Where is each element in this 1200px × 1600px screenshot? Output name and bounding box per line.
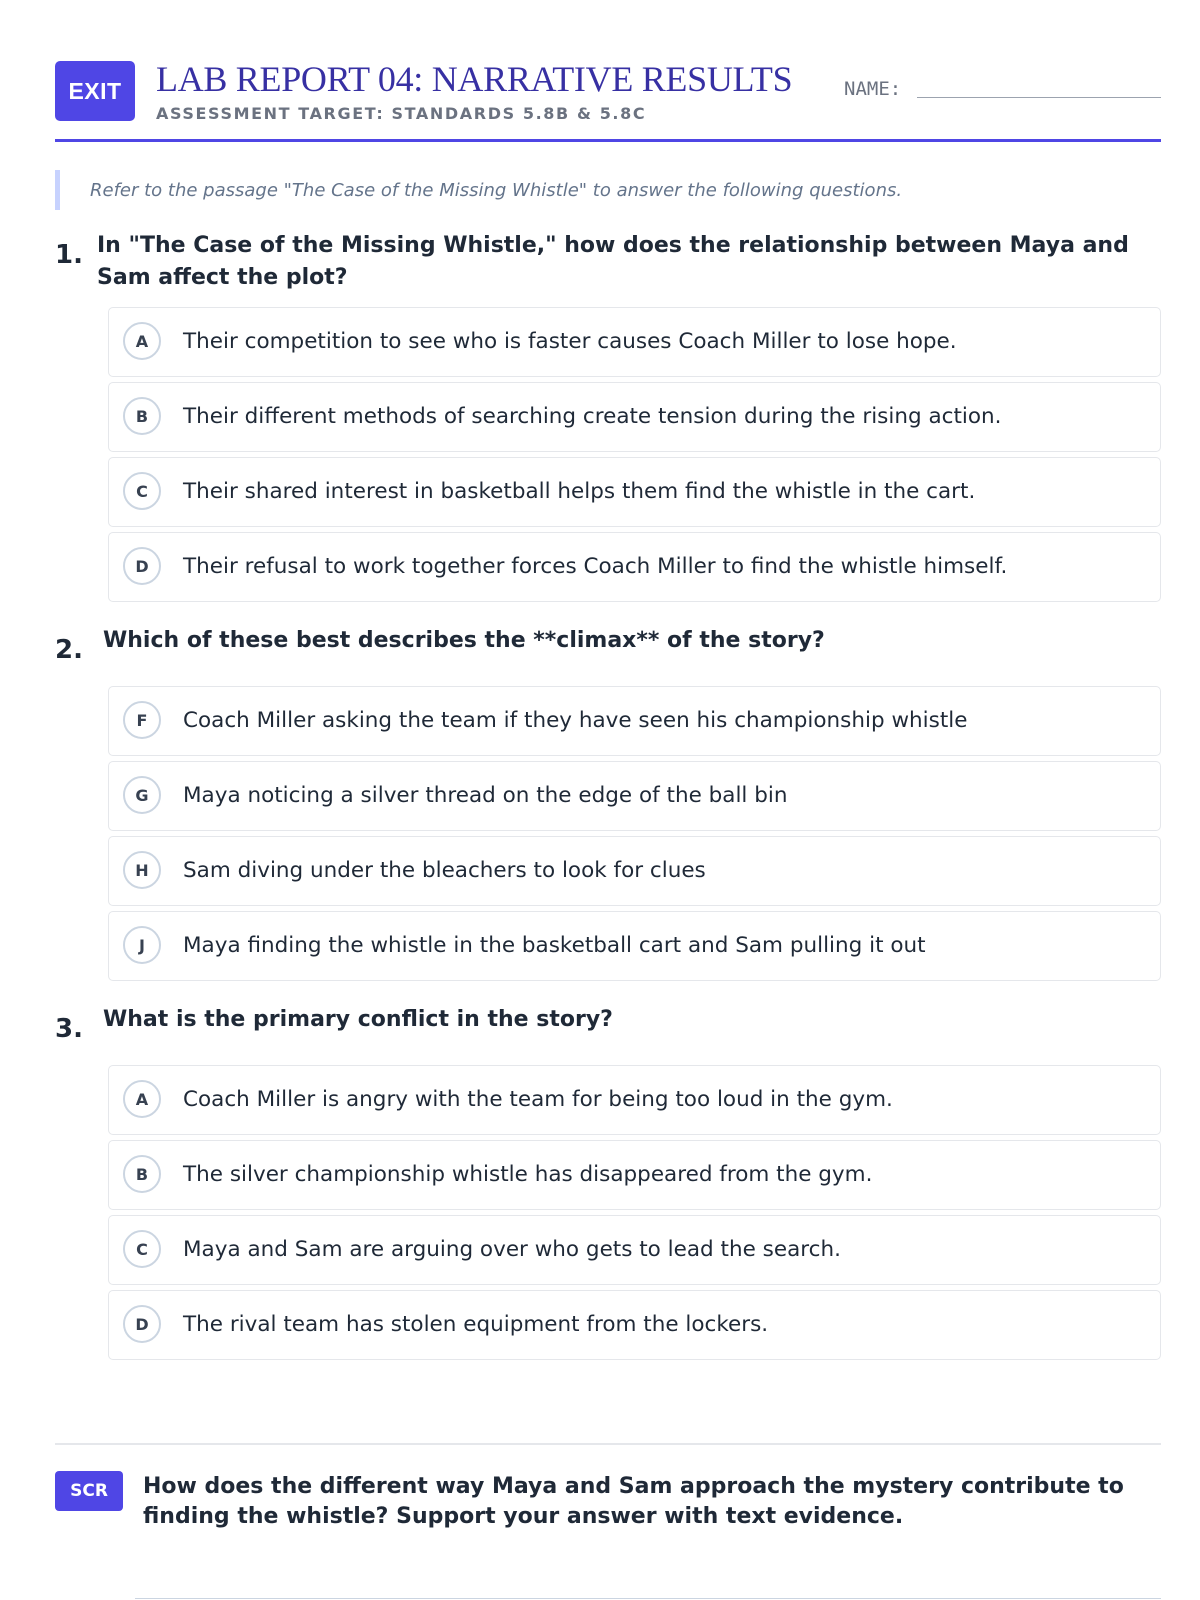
answer-text: Maya noticing a silver thread on the edge of the ball bin bbox=[183, 783, 788, 808]
answer-bubble[interactable]: A bbox=[123, 322, 161, 360]
worksheet-page bbox=[55, 0, 1161, 1529]
answer-choice[interactable] bbox=[108, 307, 1161, 377]
name-field[interactable] bbox=[917, 97, 1161, 98]
answer-choice[interactable] bbox=[108, 457, 1161, 527]
answer-text: Maya and Sam are arguing over who gets to lead the search. bbox=[183, 1237, 841, 1262]
scr-badge: SCR bbox=[55, 1471, 123, 1511]
scr-prompt: How does the different way Maya and Sam approach the mystery contribute to finding the whistle? Support your answer with text evidence. bbox=[143, 1474, 1124, 1529]
exit-button[interactable]: EXIT bbox=[55, 61, 135, 121]
instruction-text: Refer to the passage "The Case of the Missing Whistle" to answer the following questions. bbox=[90, 179, 903, 201]
answer-choice[interactable] bbox=[108, 836, 1161, 906]
question-text: Which of these best describes the **climax** of the story? bbox=[103, 628, 825, 653]
answer-text: The silver championship whistle has disappeared from the gym. bbox=[183, 1162, 873, 1187]
name-label: NAME: bbox=[844, 78, 902, 100]
question-text: In "The Case of the Missing Whistle," how does the relationship between Maya and Sam affect the plot? bbox=[97, 233, 1129, 290]
answer-text: The rival team has stolen equipment from the lockers. bbox=[183, 1312, 769, 1337]
question-number: 1. bbox=[55, 240, 83, 270]
answer-text: Their different methods of searching create tension during the rising action. bbox=[183, 404, 1002, 429]
answer-text: Their refusal to work together forces Coach Miller to find the whistle himself. bbox=[183, 554, 1008, 579]
answer-bubble[interactable]: C bbox=[123, 1230, 161, 1268]
answer-choice[interactable] bbox=[108, 911, 1161, 981]
answer-choice[interactable] bbox=[108, 1065, 1161, 1135]
answer-choice[interactable] bbox=[108, 761, 1161, 831]
question-text: What is the primary conflict in the story? bbox=[103, 1007, 613, 1032]
answer-text: Sam diving under the bleachers to look for clues bbox=[183, 858, 706, 883]
answer-text: Coach Miller asking the team if they have seen his championship whistle bbox=[183, 708, 968, 733]
answer-choice[interactable] bbox=[108, 1140, 1161, 1210]
answer-bubble[interactable]: D bbox=[123, 1305, 161, 1343]
answer-text: Their competition to see who is faster causes Coach Miller to lose hope. bbox=[183, 329, 957, 354]
answer-choice[interactable] bbox=[108, 1215, 1161, 1285]
answer-bubble[interactable]: A bbox=[123, 1080, 161, 1118]
answer-bubble[interactable]: D bbox=[123, 547, 161, 585]
answer-choice[interactable] bbox=[108, 532, 1161, 602]
page-title: LAB REPORT 04: NARRATIVE RESULTS bbox=[156, 59, 793, 99]
answer-bubble[interactable]: C bbox=[123, 472, 161, 510]
answer-bubble[interactable]: B bbox=[123, 397, 161, 435]
answer-choice[interactable] bbox=[108, 1290, 1161, 1360]
answer-choice[interactable] bbox=[108, 382, 1161, 452]
answer-text: Maya finding the whistle in the basketball cart and Sam pulling it out bbox=[183, 933, 926, 958]
question-number: 3. bbox=[55, 1014, 83, 1044]
answer-bubble[interactable]: F bbox=[123, 701, 161, 739]
answer-bubble[interactable]: J bbox=[123, 926, 161, 964]
instruction-callout bbox=[55, 170, 1161, 210]
answer-bubble[interactable]: B bbox=[123, 1155, 161, 1193]
answer-bubble[interactable]: G bbox=[123, 776, 161, 814]
answer-choice[interactable] bbox=[108, 686, 1161, 756]
section-divider bbox=[55, 1443, 1161, 1445]
answer-text: Their shared interest in basketball helps them find the whistle in the cart. bbox=[183, 479, 976, 504]
page-subtitle: ASSESSMENT TARGET: STANDARDS 5.8B & 5.8C bbox=[156, 104, 647, 123]
answer-bubble[interactable]: H bbox=[123, 851, 161, 889]
question-number: 2. bbox=[55, 635, 83, 665]
answer-text: Coach Miller is angry with the team for being too loud in the gym. bbox=[183, 1087, 893, 1112]
answer-line[interactable] bbox=[135, 1598, 1161, 1599]
header bbox=[55, 0, 1161, 142]
